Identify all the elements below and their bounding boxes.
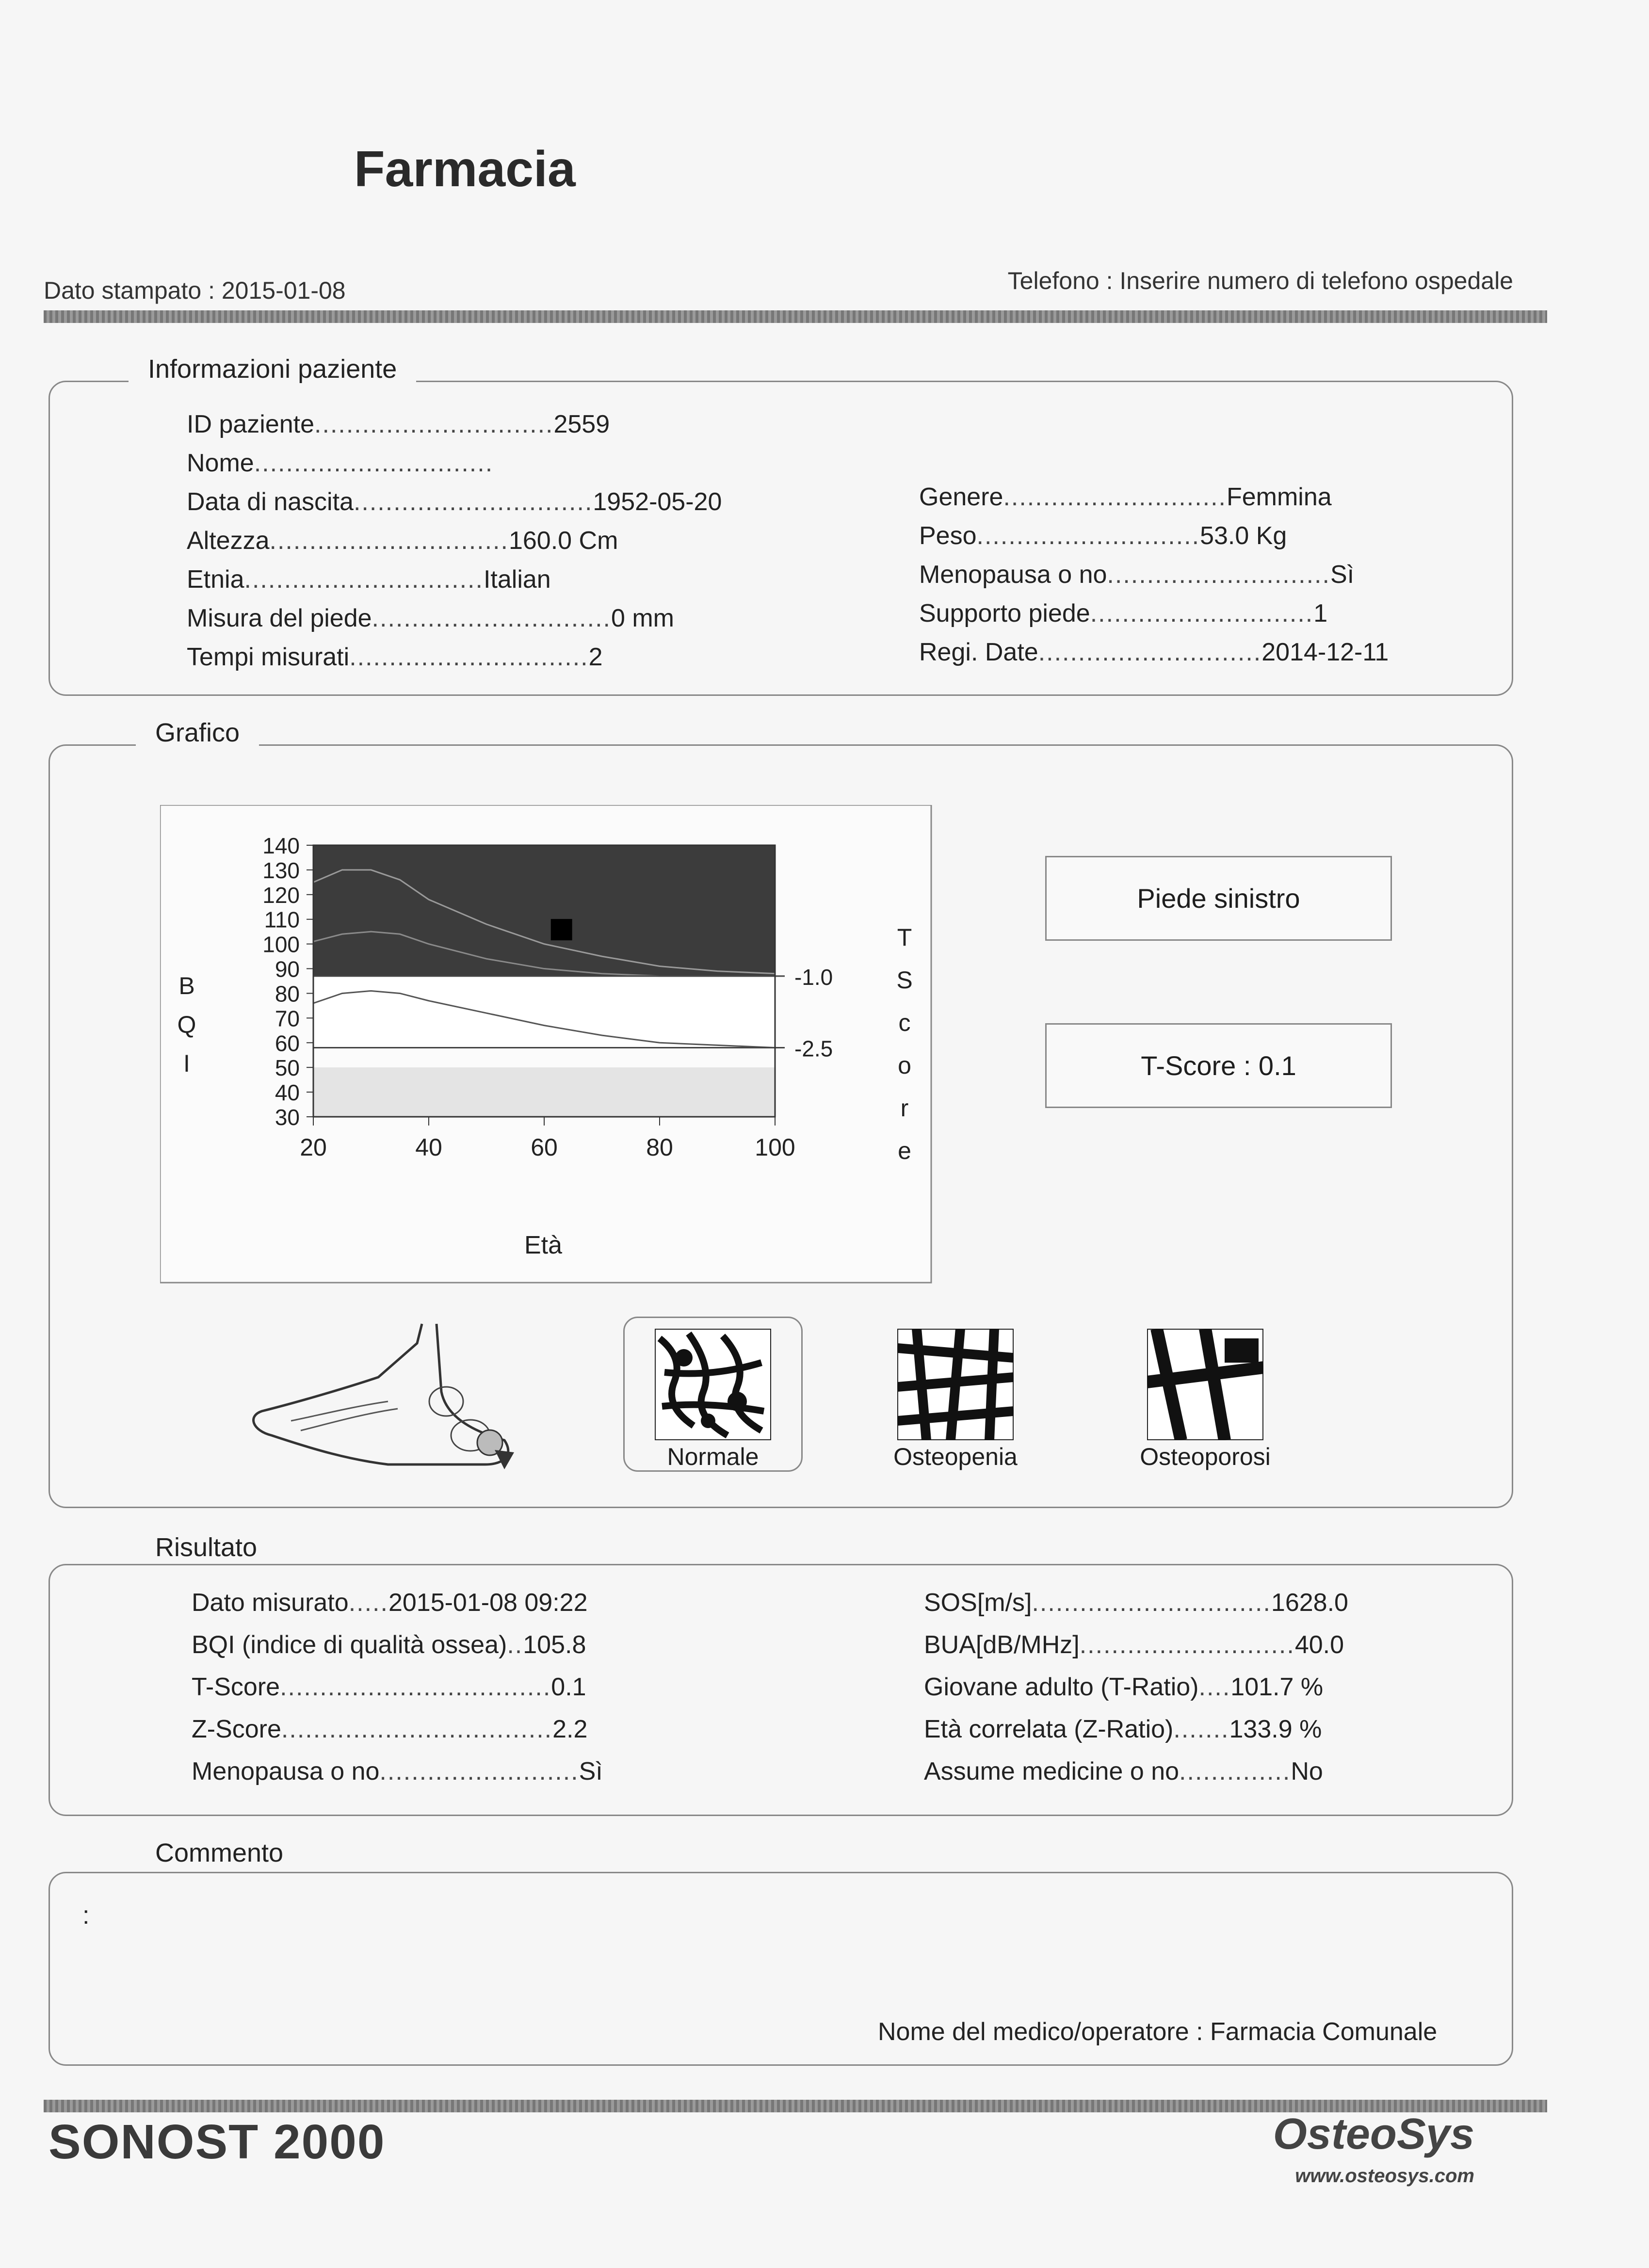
row-label: Misura del piede (187, 604, 372, 632)
row-label: Genere (919, 483, 1003, 511)
osteoporosi-pattern-icon (1147, 1329, 1263, 1440)
tscore-axis-letter: e (898, 1137, 911, 1164)
row-leader: ..... (348, 1589, 388, 1617)
y-tick-label: 40 (275, 1080, 300, 1106)
chart-band-1 (313, 976, 775, 1048)
info-row (919, 483, 1389, 521)
doctor-name: Nome del medico/operatore : Farmacia Comunale (878, 2018, 1438, 2046)
info-row (919, 521, 1389, 560)
row-value: No (1291, 1757, 1323, 1785)
row-leader: ............................ (1107, 561, 1330, 589)
row-label: ID paziente (187, 410, 315, 438)
row-label: Regi. Date (919, 638, 1038, 666)
patient-info-title: Informazioni paziente (129, 354, 416, 384)
foot-illustration (242, 1319, 534, 1474)
result-left-col (192, 1588, 603, 1799)
row-value: 105.8 (523, 1631, 586, 1659)
row-leader: ............................ (1003, 483, 1227, 511)
x-tick-label: 40 (415, 1134, 442, 1161)
info-row (192, 1715, 603, 1757)
row-label: Z-Score (192, 1715, 281, 1743)
x-axis-title: Età (524, 1231, 563, 1259)
row-value: Sì (579, 1757, 603, 1785)
chart-band-0 (313, 845, 775, 976)
info-row (924, 1673, 1348, 1715)
row-leader: .............. (1179, 1757, 1291, 1785)
y-axis-title-i: I (183, 1050, 190, 1077)
y-tick-label: 50 (275, 1055, 300, 1081)
info-row (919, 599, 1389, 638)
info-row (187, 487, 722, 526)
tscore-axis-letter: o (898, 1052, 911, 1079)
row-leader: .............................. (269, 527, 509, 555)
osteopenia-pattern-icon (897, 1329, 1014, 1440)
row-label: Giovane adulto (T-Ratio) (924, 1673, 1199, 1701)
x-tick-label: 20 (300, 1134, 327, 1161)
row-leader: .............................. (254, 449, 494, 477)
row-leader: .............................. (372, 604, 611, 632)
row-leader: ............................ (1038, 638, 1262, 666)
info-row (924, 1630, 1348, 1673)
y-tick-label: 70 (275, 1006, 300, 1031)
row-leader: .................................. (280, 1673, 551, 1701)
y-tick-label: 110 (264, 907, 300, 933)
info-row (919, 560, 1389, 599)
y-tick-label: 100 (262, 932, 300, 957)
row-label: BUA[dB/MHz] (924, 1631, 1080, 1659)
foot-side-label: Piede sinistro (1045, 856, 1392, 941)
info-row (924, 1715, 1348, 1757)
row-value: 0 mm (611, 604, 674, 632)
patient-marker (551, 919, 572, 940)
patient-left-col (187, 410, 722, 681)
row-leader: ............................ (976, 522, 1200, 550)
row-leader: .............................. (314, 410, 554, 438)
row-label: Tempi misurati (187, 643, 350, 671)
row-value: 160.0 Cm (508, 527, 618, 555)
row-label: Assume medicine o no (924, 1757, 1180, 1785)
printed-date: Dato stampato : 2015-01-08 (44, 277, 346, 304)
row-value: 1 (1313, 599, 1328, 627)
row-leader: .... (1198, 1673, 1231, 1701)
info-row (919, 638, 1389, 676)
page-title: Farmacia (354, 141, 576, 197)
info-row (192, 1630, 603, 1673)
result-title: Risultato (136, 1532, 276, 1562)
row-leader: .............................. (1032, 1589, 1271, 1617)
tscore-line-label-0: -1.0 (794, 964, 833, 990)
info-row (192, 1588, 603, 1630)
normale-pattern-icon (655, 1329, 771, 1440)
row-label: Etnia (187, 565, 244, 594)
thumb-label-osteoporosi: Osteoporosi (1140, 1443, 1271, 1470)
row-label: T-Score (192, 1673, 280, 1701)
row-value: 1628.0 (1271, 1589, 1348, 1617)
thumb-label-osteopenia: Osteopenia (893, 1443, 1018, 1470)
bqi-chart (160, 805, 936, 1290)
brand-logo: OsteoSys (1273, 2110, 1474, 2158)
row-value: 101.7 % (1230, 1673, 1324, 1701)
brand-url: www.osteosys.com (1295, 2165, 1474, 2187)
tscore-label: T-Score : 0.1 (1045, 1023, 1392, 1108)
header-rule (44, 310, 1547, 323)
row-label: Menopausa o no (192, 1757, 380, 1785)
tscore-axis-letter: c (898, 1009, 911, 1036)
hospital-phone: Telefono : Inserire numero di telefono ospedale (1007, 267, 1513, 294)
row-leader: ....... (1173, 1715, 1229, 1743)
row-value: 2015-01-08 09:22 (388, 1589, 588, 1617)
row-label: Nome (187, 449, 254, 477)
y-axis-title-q: Q (177, 1011, 196, 1038)
row-value: 1952-05-20 (593, 488, 722, 516)
row-value: 40.0 (1294, 1631, 1344, 1659)
y-tick-label: 140 (262, 833, 300, 858)
device-name: SONOST 2000 (48, 2115, 386, 2169)
row-value: 133.9 % (1229, 1715, 1322, 1743)
row-leader: ......................... (379, 1757, 579, 1785)
chart-band-2 (313, 1067, 775, 1117)
row-label: Menopausa o no (919, 561, 1107, 589)
foot-outline-icon (254, 1324, 508, 1464)
comment-text: : (82, 1901, 90, 1930)
thumb-label-normale: Normale (667, 1443, 759, 1470)
y-tick-label: 130 (262, 857, 300, 883)
info-row (187, 526, 722, 565)
row-label: Data di nascita (187, 488, 354, 516)
arrow-icon (495, 1450, 514, 1469)
row-leader: .................................. (281, 1715, 553, 1743)
y-tick-label: 90 (275, 956, 300, 982)
row-label: Supporto piede (919, 599, 1090, 627)
row-value: 2559 (553, 410, 610, 438)
row-value: 2014-12-11 (1261, 638, 1389, 666)
x-tick-label: 80 (646, 1134, 673, 1161)
row-leader: .............................. (244, 565, 484, 594)
row-value: 0.1 (551, 1673, 586, 1701)
row-leader: ........................... (1079, 1631, 1295, 1659)
row-leader: .. (507, 1631, 523, 1659)
row-value: Italian (483, 565, 551, 594)
tscore-axis-letter: r (900, 1094, 909, 1122)
tscore-axis-letter: S (896, 966, 913, 994)
y-axis-title-b: B (178, 972, 195, 999)
info-row (924, 1588, 1348, 1630)
row-value: Sì (1330, 561, 1355, 589)
row-label: Peso (919, 522, 977, 550)
info-row (187, 410, 722, 449)
y-tick-label: 30 (275, 1105, 300, 1130)
row-leader: ............................ (1090, 599, 1314, 627)
tscore-axis-letter: T (897, 924, 912, 951)
row-label: Dato misurato (192, 1589, 349, 1617)
info-row (192, 1673, 603, 1715)
result-right-col (924, 1588, 1348, 1799)
info-row (187, 643, 722, 681)
row-label: SOS[m/s] (924, 1589, 1032, 1617)
row-label: BQI (indice di qualità ossea) (192, 1631, 507, 1659)
comment-title: Commento (136, 1838, 303, 1868)
info-row (187, 604, 722, 643)
row-value: 2 (588, 643, 603, 671)
info-row (187, 565, 722, 604)
graph-title: Grafico (136, 718, 259, 748)
row-value: 2.2 (552, 1715, 588, 1743)
patient-right-col (919, 483, 1389, 676)
row-leader: .............................. (353, 488, 593, 516)
info-row (187, 449, 722, 487)
x-tick-label: 100 (755, 1134, 795, 1161)
y-tick-label: 60 (275, 1030, 300, 1056)
info-row (924, 1757, 1348, 1799)
row-value: Femmina (1226, 483, 1332, 511)
row-label: Età correlata (Z-Ratio) (924, 1715, 1174, 1743)
tscore-line-label-1: -2.5 (794, 1036, 833, 1062)
row-label: Altezza (187, 527, 270, 555)
y-tick-label: 120 (262, 882, 300, 908)
y-tick-label: 80 (275, 981, 300, 1007)
row-leader: .............................. (349, 643, 589, 671)
row-value: 53.0 Kg (1200, 522, 1287, 550)
info-row (192, 1757, 603, 1799)
x-tick-label: 60 (531, 1134, 558, 1161)
